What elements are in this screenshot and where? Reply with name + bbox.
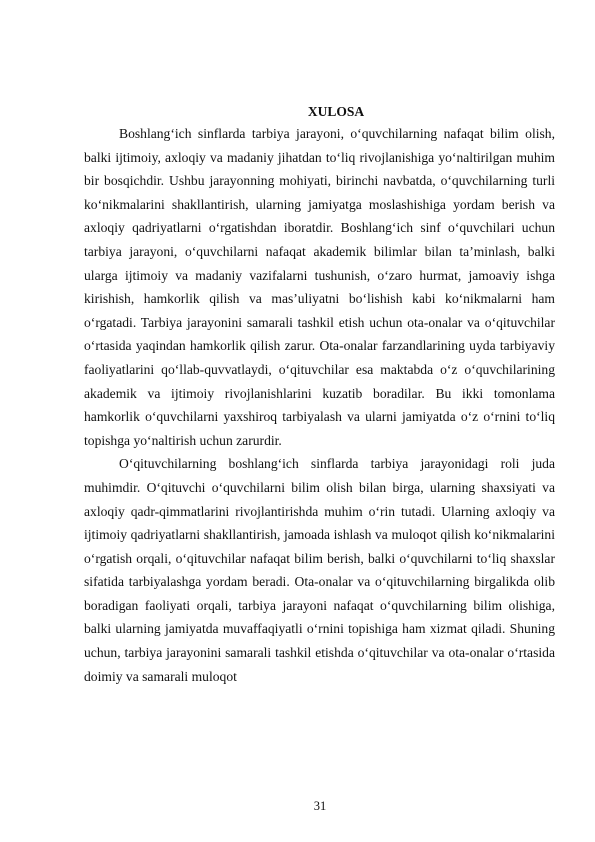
paragraph-1: Boshlang‘ich sinflarda tarbiya jarayoni, o‘quvchilarning nafaqat bilim olish, balki ijtimoiy, axloqiy va madaniy jihatdan to‘liq rivojlanishiga yo‘naltirilgan muhim bir bosqichdir. Ushbu jarayonning mohiyati, birinchi navbatda, o‘quvchilarning turli ko‘nikmalarini shakllantirish, ularning jamiyatga moslashishiga yordam berish va axloqiy qadriyatlarni o‘rgatishdan iboratdir. Boshlang‘ich sinf o‘quvchilari uchun tarbiya jarayoni, o‘quvchilarni nafaqat akademik bilimlar bilan ta’minlash, balki ularga ijtimoiy va madaniy vazifalarni tushunish, o‘zaro hurmat, jamoaviy ishga kirishish, hamkorlik qilish va mas’uliyatni bo‘lishish kabi ko‘nikmalarni ham o‘rgatadi. Tarbiya jarayonini samarali tashkil etish uchun ota-onalar va o‘qituvchilar o‘rtasida yaqindan hamkorlik qilish zarur. Ota-onalar farzandlarining uyda tarbiyaviy faoliyatlarini qo‘llab-quvvatlaydi, o‘qituvchilar esa maktabda o‘z o‘quvchilarining akademik va ijtimoiy rivojlanishlarini kuzatib boradilar. Bu ikki tomonlama hamkorlik o‘quvchilarni yaxshiroq tarbiyalash va ularni jamiyatda o‘z o‘rnini to‘liq topishga yo‘naltirish uchun zarurdir. bbox=[84, 126, 555, 448]
paragraph-2: O‘qituvchilarning boshlang‘ich sinflarda tarbiya jarayonidagi roli juda muhimdir. O‘qituvchi o‘quvchilarni bilim olish bilan birga, ularning shaxsiyati va axloqiy qadr-qimmatlarini rivojlantirishda muhim o‘rin tutadi. Ularning axloqiy va ijtimoiy qadriyatlarni shakllantirish, jamoada ishlash va muloqot qilish ko‘nikmalarini o‘rgatish orqali, o‘qituvchilar nafaqat bilim berish, balki o‘quvchilarni to‘liq shaxslar sifatida tarbiyalashga yordam beradi. Ota-onalar va o‘qituvchilarning birgalikda olib boradigan faoliyati orqali, tarbiya jarayoni nafaqat o‘quvchilarning bilim olishiga, balki ularning jamiyatda muvaffaqiyatli o‘rnini topishiga ham xizmat qiladi. Shuning uchun, tarbiya jarayonini samarali tashkil etishda o‘qituvchilar va ota-onalar o‘rtasida doimiy va samarali muloqot bbox=[84, 456, 555, 684]
body-text bbox=[84, 122, 555, 688]
page-number: 31 bbox=[313, 799, 327, 813]
section-heading: XULOSA bbox=[307, 104, 365, 119]
